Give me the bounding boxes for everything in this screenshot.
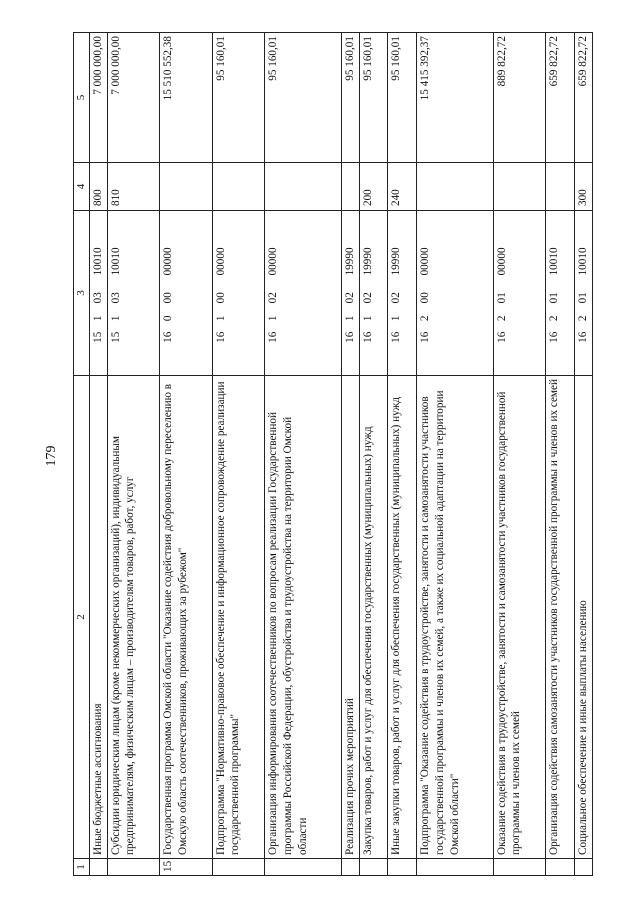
expense-type-code: 800	[89, 163, 107, 211]
item-name: Оказание содействия в трудоустройстве, занятости и самозанятости участников государственной программы и членов их семей	[493, 376, 546, 859]
expense-type-code: 300	[575, 163, 593, 211]
row-number	[341, 859, 359, 876]
amount: 7 000 000,00	[107, 33, 160, 163]
expense-type-code	[546, 163, 575, 211]
code-part-3: 01	[577, 292, 589, 304]
code-part-4: 19990	[361, 247, 374, 276]
item-name: Подпрограмма "Нормативно-правовое обеспечение и информационное сопровождение реализации государственной программы"	[212, 376, 265, 859]
item-name: Социальное обеспечение и иные выплаты населению	[575, 376, 593, 859]
amount: 95 160,01	[341, 33, 359, 163]
expense-type-code	[493, 163, 546, 211]
amount: 659 822,72	[546, 33, 575, 163]
expense-type-code	[265, 163, 341, 211]
classification-code	[212, 211, 265, 376]
item-name: Закупка товаров, работ и услуг для обеспечения государственных (муниципальных) нужд	[359, 376, 388, 859]
row-number: 15	[160, 859, 213, 876]
code-part-2: 1	[109, 315, 122, 322]
classification-code	[107, 211, 160, 376]
amount: 15 415 392,37	[417, 33, 493, 163]
code-part-4: 19990	[343, 247, 356, 276]
classification-code	[417, 211, 493, 376]
header-col-4: 4	[74, 163, 90, 211]
code-part-4: 00000	[162, 247, 175, 276]
code-part-1: 16	[577, 331, 589, 343]
table-row	[388, 33, 417, 876]
amount: 659 822,72	[575, 33, 593, 163]
table-body	[89, 33, 592, 876]
table-row	[89, 33, 107, 876]
expense-type-code	[212, 163, 265, 211]
table-row	[575, 33, 593, 876]
code-part-2: 1	[343, 315, 356, 322]
code-part-2: 2	[419, 315, 432, 322]
code-part-1: 16	[214, 331, 227, 343]
code-part-3: 00	[419, 292, 432, 304]
table-row	[493, 33, 546, 876]
classification-code	[546, 211, 575, 376]
row-number	[388, 859, 417, 876]
table-row	[417, 33, 493, 876]
expense-type-code	[341, 163, 359, 211]
budget-table-sheet	[73, 33, 593, 876]
code-part-3: 00	[162, 292, 175, 304]
code-part-1: 16	[419, 331, 432, 343]
code-part-2: 1	[267, 315, 280, 322]
budget-table	[73, 32, 593, 876]
code-part-3: 01	[548, 292, 561, 304]
code-part-2: 0	[162, 315, 175, 322]
amount: 95 160,01	[265, 33, 341, 163]
item-name: Иные бюджетные ассигнования	[89, 376, 107, 859]
code-part-4: 00000	[267, 247, 280, 276]
code-part-2: 1	[214, 315, 227, 322]
expense-type-code: 810	[107, 163, 160, 211]
item-name: Субсидии юридическим лицам (кроме некоммерческих организаций), индивидуальным предпринимателям, физическим лицам – производителям товаров, работ, услуг	[107, 376, 160, 859]
row-number	[89, 859, 107, 876]
code-part-1: 16	[343, 331, 356, 343]
code-part-1: 16	[390, 331, 403, 343]
header-col-3: 3	[74, 211, 90, 376]
code-part-3: 03	[109, 292, 122, 304]
item-name: Организация содействия самозанятости участников государственной программы и членов их семей	[546, 376, 575, 859]
row-number	[575, 859, 593, 876]
expense-type-code: 240	[388, 163, 417, 211]
page-number: 179	[44, 445, 59, 467]
code-part-2: 1	[390, 315, 403, 322]
item-name: Подпрограмма "Оказание содействия в трудоустройстве, занятости и самозанятости участников государственной программы и членов их семей, а также их социальной адаптации на территории Омской области"	[417, 376, 493, 859]
code-part-1: 16	[495, 331, 508, 343]
code-part-3: 02	[361, 292, 374, 304]
expense-type-code: 200	[359, 163, 388, 211]
classification-code	[160, 211, 213, 376]
header-col-1: 1	[74, 859, 90, 876]
header-col-5: 5	[74, 33, 90, 163]
row-number	[265, 859, 341, 876]
classification-code	[359, 211, 388, 376]
code-part-3: 02	[267, 292, 280, 304]
table-row	[341, 33, 359, 876]
code-part-4: 10010	[577, 247, 589, 276]
classification-code	[89, 211, 107, 376]
code-part-1: 15	[91, 331, 104, 343]
code-part-3: 02	[343, 292, 356, 304]
row-number	[212, 859, 265, 876]
expense-type-code	[160, 163, 213, 211]
row-number	[107, 859, 160, 876]
classification-code	[493, 211, 546, 376]
header-row	[74, 33, 90, 876]
code-part-1: 16	[162, 331, 175, 343]
header-col-2: 2	[74, 376, 90, 859]
code-part-2: 2	[495, 315, 508, 322]
code-part-3: 02	[390, 292, 403, 304]
row-number	[493, 859, 546, 876]
amount: 7 000 000,00	[89, 33, 107, 163]
code-part-1: 16	[267, 331, 280, 343]
expense-type-code	[417, 163, 493, 211]
code-part-1: 16	[361, 331, 374, 343]
amount: 15 510 552,38	[160, 33, 213, 163]
item-name: Реализация прочих мероприятий	[341, 376, 359, 859]
code-part-1: 16	[548, 331, 561, 343]
code-part-4: 00000	[495, 247, 508, 276]
code-part-4: 10010	[109, 247, 122, 276]
classification-code	[341, 211, 359, 376]
item-name: Организация информирования соотечественников по вопросам реализации Государственной программы Российской Федерации, обустройства и трудоустройства на территории Омской области	[265, 376, 341, 859]
code-part-3: 03	[91, 292, 104, 304]
code-part-4: 10010	[548, 247, 561, 276]
row-number	[417, 859, 493, 876]
code-part-2: 1	[91, 315, 104, 322]
classification-code	[575, 211, 593, 376]
code-part-4: 19990	[390, 247, 403, 276]
amount: 95 160,01	[359, 33, 388, 163]
code-part-3: 01	[495, 292, 508, 304]
code-part-4: 00000	[214, 247, 227, 276]
code-part-2: 2	[577, 315, 589, 322]
classification-code	[388, 211, 417, 376]
code-part-1: 15	[109, 331, 122, 343]
code-part-2: 1	[361, 315, 374, 322]
table-row	[546, 33, 575, 876]
amount: 95 160,01	[212, 33, 265, 163]
row-number	[546, 859, 575, 876]
item-name: Государственная программа Омской области "Оказание содействия добровольному переселению в Омскую область соотечественников, проживающих за рубежом"	[160, 376, 213, 859]
item-name: Иные закупки товаров, работ и услуг для обеспечения государственных (муниципальных) нужд	[388, 376, 417, 859]
table-row	[160, 33, 213, 876]
code-part-3: 00	[214, 292, 227, 304]
amount: 889 822,72	[493, 33, 546, 163]
table-row	[265, 33, 341, 876]
row-number	[359, 859, 388, 876]
classification-code	[265, 211, 341, 376]
amount: 95 160,01	[388, 33, 417, 163]
code-part-2: 2	[548, 315, 561, 322]
code-part-4: 00000	[419, 247, 432, 276]
table-row	[107, 33, 160, 876]
code-part-4: 10010	[91, 247, 104, 276]
table-row	[359, 33, 388, 876]
table-row	[212, 33, 265, 876]
